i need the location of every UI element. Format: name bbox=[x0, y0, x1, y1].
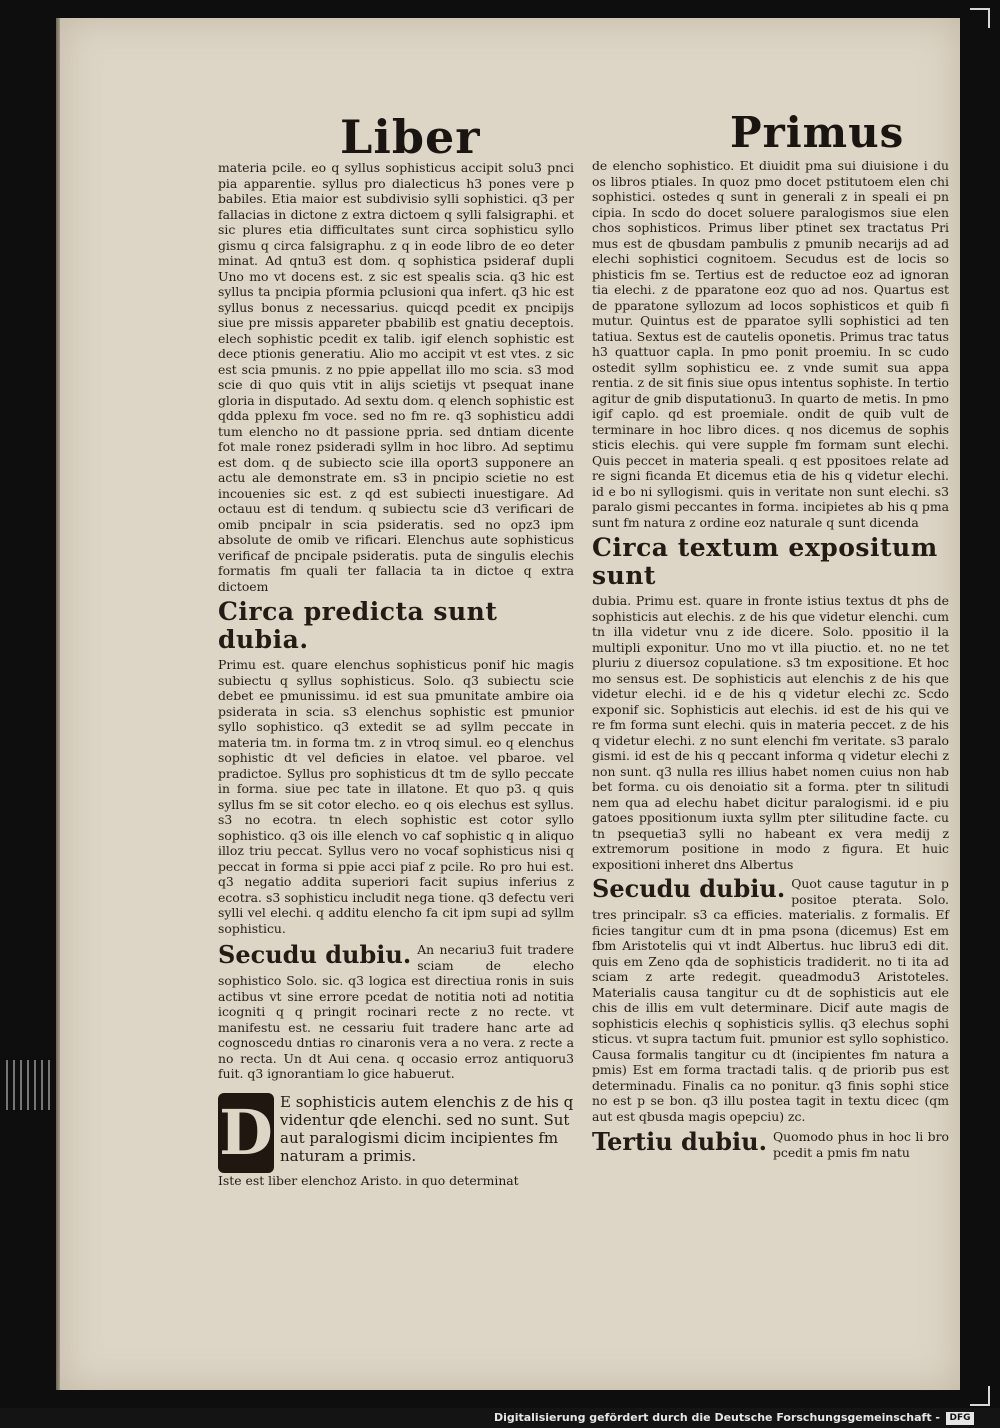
left-paragraph-2: Primu est. quare elenchus sophisticus ponif hic magis subiectu q syllus sophisticus. Solo. q3 subiectu scie debet ee pmunissimu. id est sua pmunitate ambire oia psiderata in scia. s3 elenchus sophistic est pmunior syllo sophistico. q3 extedit se ad syllm peccate in materia tm. in forma tm. z in vtroq simul. eo q elenchus sophistic dt vel deficies in elatoe. vel pbaroe. vel pradictoe. Syllus pro sophisticus dt tm de syllo peccate in forma. siue pec tate in illatone. Et quo p3. q quis syllus fm se sit cotor elecho. eo q ois elechus est syllus. s3 no ecotra. tn elech sophistic est cotor syllo sophistico. q3 ois ille elench vo caf sophistic q in aliquo illoz triu peccat. Syllus vero no vocaf sophisticus nisi q peccat in forma si ppie acci piaf z pcile. Ro pro hui est. q3 negatio addita superiori facit supius inferius z ecotra. s3 sophisticu includit nega tione. q3 defectu veri sylli vel elechi. q additu elencho fa cit ipm supi ad syllm sophisticu. bbox=[218, 657, 574, 936]
decorated-initial: D bbox=[218, 1093, 274, 1173]
crop-mark-bottom-right bbox=[970, 1386, 990, 1406]
edge-scan-marks bbox=[6, 1060, 54, 1110]
left-last-line: Iste est liber elenchoz Aristo. in quo determinat bbox=[218, 1172, 519, 1188]
right-heading-circa-textum: Circa textum expositum sunt bbox=[592, 533, 938, 590]
running-header-right: Primus bbox=[730, 108, 905, 157]
right-paragraph-4: Quomodo phus in hoc li bro pcedit a pmis fm natu bbox=[772, 1129, 949, 1160]
right-column bbox=[592, 158, 949, 1161]
running-header-left: Liber bbox=[340, 110, 481, 164]
left-column bbox=[218, 160, 574, 1189]
left-paragraph-3: An necariu3 fuit tradere sciam de elecho sophistico Solo. sic. q3 logica est directiua ronis in suis actibus vt sine errore pcedat de notitia noti ad notitia icogniti q q pringit rocinari recte z no recte. vt manifestu est. ne cessariu fuit tradere hanc arte ad cognoscedu dntias ro cinaronis vera a no vera. z recte a no recta. Un dt Aui cena. q occasio erroz antiquoru3 fuit. q3 ignorantiam lo gice habuerut. bbox=[218, 942, 574, 1081]
left-heading-dubia: Circa predicta sunt dubia. bbox=[218, 597, 498, 654]
text-incipit bbox=[218, 1093, 574, 1173]
footer-credit: Digitalisierung gefördert durch die Deutsche Forschungsgemeinschaft - bbox=[493, 1411, 940, 1424]
right-paragraph-2: dubia. Primu est. quare in fronte istius textus dt phs de sophisticis aut elechis. z de his que videtur elenchi. cum tn illa videtur vnu z ide dicere. Solo. ppositio il la multipli exponitur. Uno mo vt illa piuctio. et. no ne tet pluriu z diuersoz copulatione. s3 tm expositione. Et hoc mo sensus est. De sophisticis aut elenchis z de his que videtur elechi. id e de his q videtur elechi zc. Scdo exponif sic. Sophisticis aut elechis. id est de his qui ve re fm forma sunt elechi. quis in materia peccet. z de his q videtur elechi. z no sunt elenchi fm veritate. s3 paralo gismi. id est de his q peccant informa q videtur elechi z non sunt. q3 nulla res illius habet nomen cuius non hab bet forma. cu ois denoiatio sit a forma. pter tn silitudi nem qua ad elechu habet dicitur paralogismi. id e piu gatoes ppositionum iuxta syllm pter silitudine facte. cu tn psequetia3 sylli no habeant ex vera medij z extremorum positione in modo z figura. Et huic expositioni inheret dns Albertus bbox=[592, 593, 949, 872]
crop-mark-top-right bbox=[970, 8, 990, 28]
right-heading-secundum: Secudu dubiu. bbox=[592, 874, 786, 903]
dfg-logo-icon: DFG bbox=[946, 1412, 974, 1425]
right-heading-tertium: Tertiu dubiu. bbox=[592, 1127, 767, 1156]
right-paragraph-1: de elencho sophistico. Et diuidit pma sui diuisione i du os libros ptiales. In quoz pmo docet pstitutoem elen chi sophistici. ostedes q sunt in generali z in speali ei pn cipia. In scdo do docet soluere paralogismos siue elen chos sophisticos. Primus liber ptinet sex tractatus Pri mus est de qbusdam pambulis z pmunib necarijs ad ad elechi sophistici cognitoem. Secudus est de locis so phisticis fm se. Tertius est de reductoe eoz ad ignoran tia elechi. z de pparatone eoz quo ad nos. Quartus est de pparatone syllozum ad locos sophisticos et quib fi mutur. Quintus est de pparatoe sylli sophistici ad ten tatiua. Sextus est de cautelis oponetis. Primus trac tatus h3 quattuor capla. In pmo ponit proemiu. In sc cudo ostedit syllm sophisticu ee. z vnde sumit sua appa rentia. z de sit finis siue opus intentus sophiste. In tertio agitur de gnib disputationu3. In quarto de metis. In pmo igif caplo. qd est proemiale. ondit de quib vult de terminare in hoc libro dices. q nos dicemus de sophis sticis elechis. qui vere supple fm formam sunt elechi. Quis peccet in materia speali. q est ppositoes relate ad re signi ficanda Et dicemus etia de his q videtur elechi. id e bo ni syllogismi. quis in veritate non sunt elechi. s3 paralo gismi peccantes in forma. incipietes ab his q pma sunt fm natura z ordine eoz naturale q sunt dicenda bbox=[592, 158, 949, 530]
left-heading-secundum: Secudu dubiu. bbox=[218, 940, 412, 969]
left-paragraph-1: materia pcile. eo q syllus sophisticus accipit solu3 pnci pia apparentie. syllus pro dialecticus h3 pones vere p babiles. Etia maior est subdivisio sylli sophistici. q3 per fallacias in dictone z extra dictoem q sylli falsigraphi. et sic plures etia difficultates sunt circa sophisticu syllo gismu q circa falsigraphu. z q in eode libro de eo deter minat. Ad qntu3 est dom. q sophistica psideraf dupli Uno mo vt docens est. z sic est spealis scia. q3 hic est syllus ta pncipia pformia pclusioni qua infert. q3 hic est syllus bonus z necessarius. quicqd pcedit ex pncipijs siue pre missis appareter pbabilib est gnatiu deceptois. elech sophistic pcedit ex talib. igif elench sophistic est dece ptionis generatiu. Alio mo accipit vt est vtes. z sic est scia pmunis. z no ppie appellat illo mo scia. s3 mod scie di quo quis vtit in alijs scietijs vt psequat inane gloria in disputado. Ad sextu dom. q elench sophistic est qdda pplexu fm voce. sed no fm re. q3 sophisticu addi tum elencho no dt passione ppria. sed dntiam dicente fot male ronez psideradi syllm in hoc libro. Ad septimu est dom. q de subiecto scie illa oport3 supponere an actu ale demonstrate em. s3 in pncipio scietie no est incouenies sic est. z qd est subiecti inuestigare. Ad octauu est di tendum. q subiectu scie d3 verificari de omib pncipalr in scia psideratis. sed no opz3 ipm absolute de omib ve rificari. Elenchus aute sophisticus verificaf de pncipale psideratis. puta de singulis elechis formatis fm quali ter fallacia ta in dictoe q extra dictoem bbox=[218, 160, 574, 594]
right-paragraph-3: Quot cause tagutur in p positoe pterata. Solo. tres principalr. s3 ca efficies. materialis. z formalis. Ef ficies tangitur cum dt in pma psona (dicemus) Est em fbm Aristotelis qui vt indt Albertus. huc libru3 edi dit. quis em Zeno qda de sophisticis tradiderit. no ti ita ad sciam z arte redegit. queadmodu3 Aristoteles. Materialis causa tangitur cu dt de sophisticis aut ele chis de illis em vult determinare. Dicif aute magis de sophisticis elechis q sophisticis syllis. q3 elechus sophi sticus. vt supra tactum fuit. pmunior est syllo sophistico. Causa formalis tangitur cu dt (incipientes fm natura a pmis) Est em forma tractadi talis. q de priorib pus est determinadu. Finalis ca no ponitur. q3 finis sophi stice no est p se bon. q3 illu postea tagit in textu dicec (qm aut est qbusda magis opepciu) zc. bbox=[592, 876, 949, 1124]
incipit-text: E sophisticis autem elenchis z de his q videntur qde elenchi. sed no sunt. Sut aut paralogismi dicim incipientes fm naturam a primis. bbox=[280, 1092, 574, 1165]
